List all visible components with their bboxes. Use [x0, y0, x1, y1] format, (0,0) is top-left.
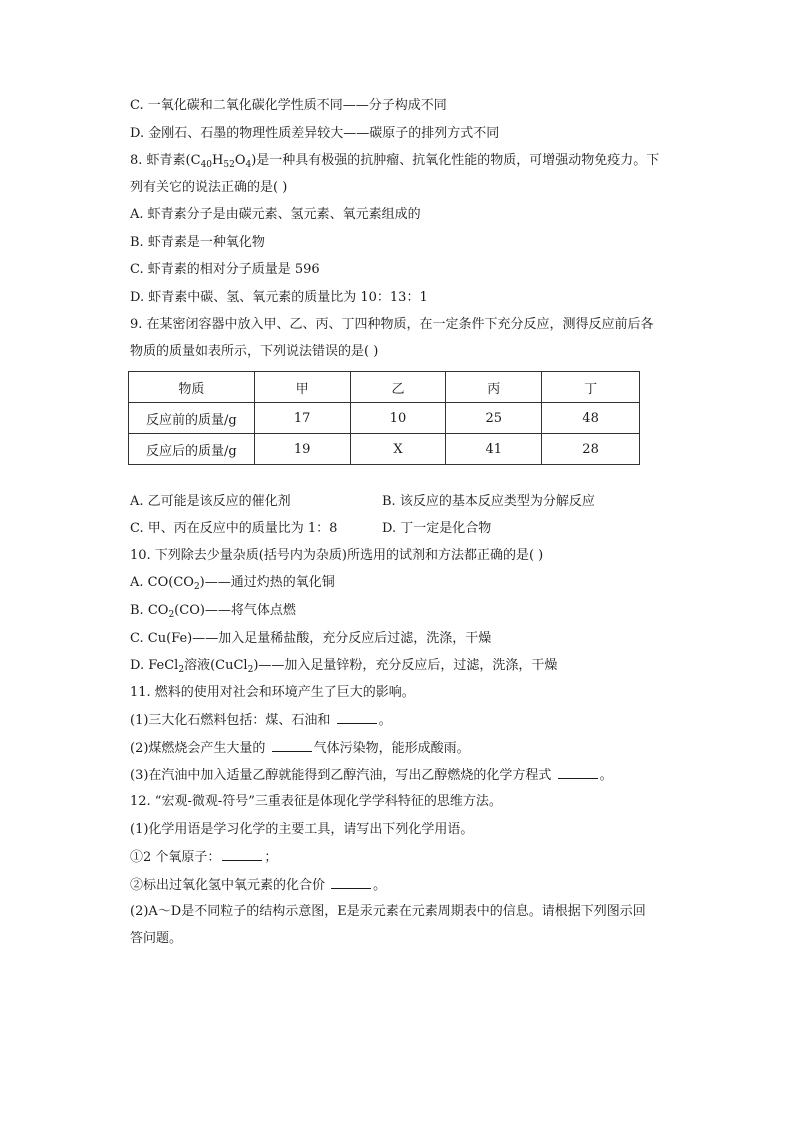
q10-stem: 10. 下列除去少量杂质(括号内为杂质)所选用的试剂和方法都正确的是( )	[130, 548, 544, 563]
answer-blank[interactable]	[558, 766, 598, 779]
q8-option-d: D. 虾青素中碳、氢、氧元素的质量比为 10：13：1	[130, 290, 428, 305]
table-header-cell: 物质	[129, 372, 255, 403]
q8-stem: 8. 虾青素$(C_{40}H_{52}O_4)$是一种具有极强的抗肿瘤、抗氧化性能的物质，可增强动物免疫力。下	[130, 153, 660, 170]
answer-blank[interactable]	[331, 876, 371, 889]
q12-part2: (2)A～D是不同粒子的结构示意图，E是汞元素在元素周期表中的信息。请根据下列图示回	[130, 904, 646, 919]
q10-option-a: A. $CO(CO_2)——$通过灼热的氧化铜	[130, 575, 335, 592]
table-cell: 反应前的质量/g	[129, 403, 255, 434]
table-row	[129, 434, 640, 465]
table-cell: 28	[542, 434, 640, 465]
q9-stem: 9. 在某密闭容器中放入甲、乙、丙、丁四种物质，在一定条件下充分反应，测得反应前后各	[130, 317, 654, 332]
answer-blank[interactable]	[337, 711, 377, 724]
q11-part2: (2)煤燃烧会产生大量的 气体污染物，能形成酸雨。	[130, 741, 470, 756]
q8-option-b: B. 虾青素是一种氧化物	[130, 235, 265, 250]
table-cell: 41	[446, 434, 542, 465]
table-row	[129, 403, 640, 434]
q8-stem-cont: 列有关它的说法正确的是( )	[130, 180, 288, 195]
q12-part2-cont: 答问题。	[130, 931, 183, 946]
q12-part1: (1)化学用语是学习化学的主要工具，请写出下列化学用语。	[130, 822, 474, 837]
q12-part1b: ②标出过氧化氢中氧元素的化合价 。	[130, 878, 387, 893]
table-cell: 19	[254, 434, 350, 465]
table-header-row	[129, 372, 640, 403]
q9-option-b: B. 该反应的基本反应类型为分解反应	[382, 494, 595, 509]
table-header-cell: 甲	[254, 372, 350, 403]
q9-option-d: D. 丁一定是化合物	[382, 521, 492, 536]
q9-option-c: C. 甲、丙在反应中的质量比为 1：8	[130, 521, 338, 536]
q7-option-d: D. 金刚石、石墨的物理性质差异较大——碳原子的排列方式不同	[130, 126, 500, 141]
q10-option-c: C. Cu(Fe)——加入足量稀盐酸，充分反应后过滤，洗涤，干燥	[130, 631, 492, 646]
q10-option-d: D. FeCl$_2$溶液(CuCl$_2$)——加入足量锌粉，充分反应后，过滤，洗涤，干燥	[130, 658, 558, 675]
mass-table	[128, 371, 640, 465]
table-cell: X	[350, 434, 446, 465]
q12-stem: 12. “宏观-微观-符号”三重表征是体现化学学科特征的思维方法。	[130, 794, 502, 809]
q11-stem: 11. 燃料的使用对社会和环境产生了巨大的影响。	[130, 685, 415, 700]
table-header-cell: 乙	[350, 372, 446, 403]
table-cell: 25	[446, 403, 542, 434]
q9-option-a: A. 乙可能是该反应的催化剂	[130, 494, 291, 509]
q7-option-c: C. 一氧化碳和二氧化碳化学性质不同——分子构成不同	[130, 98, 447, 113]
q9-stem-cont: 物质的质量如表所示，下列说法错误的是( )	[130, 344, 379, 359]
table-cell: 10	[350, 403, 446, 434]
table-header-cell: 丙	[446, 372, 542, 403]
answer-blank[interactable]	[272, 739, 312, 752]
q11-part1: (1)三大化石燃料包括：煤、石油和 。	[130, 713, 392, 728]
table-header-cell: 丁	[542, 372, 640, 403]
table-cell: 48	[542, 403, 640, 434]
q8-option-a: A. 虾青素分子是由碳元素、氢元素、氧元素组成的	[130, 207, 421, 222]
table-cell: 反应后的质量/g	[129, 434, 255, 465]
q8-option-c: C. 虾青素的相对分子质量是 596	[130, 262, 320, 277]
q10-option-b: B. $CO_2(CO)——$将气体点燃	[130, 603, 296, 620]
table-cell: 17	[254, 403, 350, 434]
q12-part1a: ①2 个氧原子： ；	[130, 850, 278, 865]
answer-blank[interactable]	[222, 848, 262, 861]
q11-part3: (3)在汽油中加入适量乙醇就能得到乙醇汽油，写出乙醇燃烧的化学方程式 。	[130, 768, 613, 783]
